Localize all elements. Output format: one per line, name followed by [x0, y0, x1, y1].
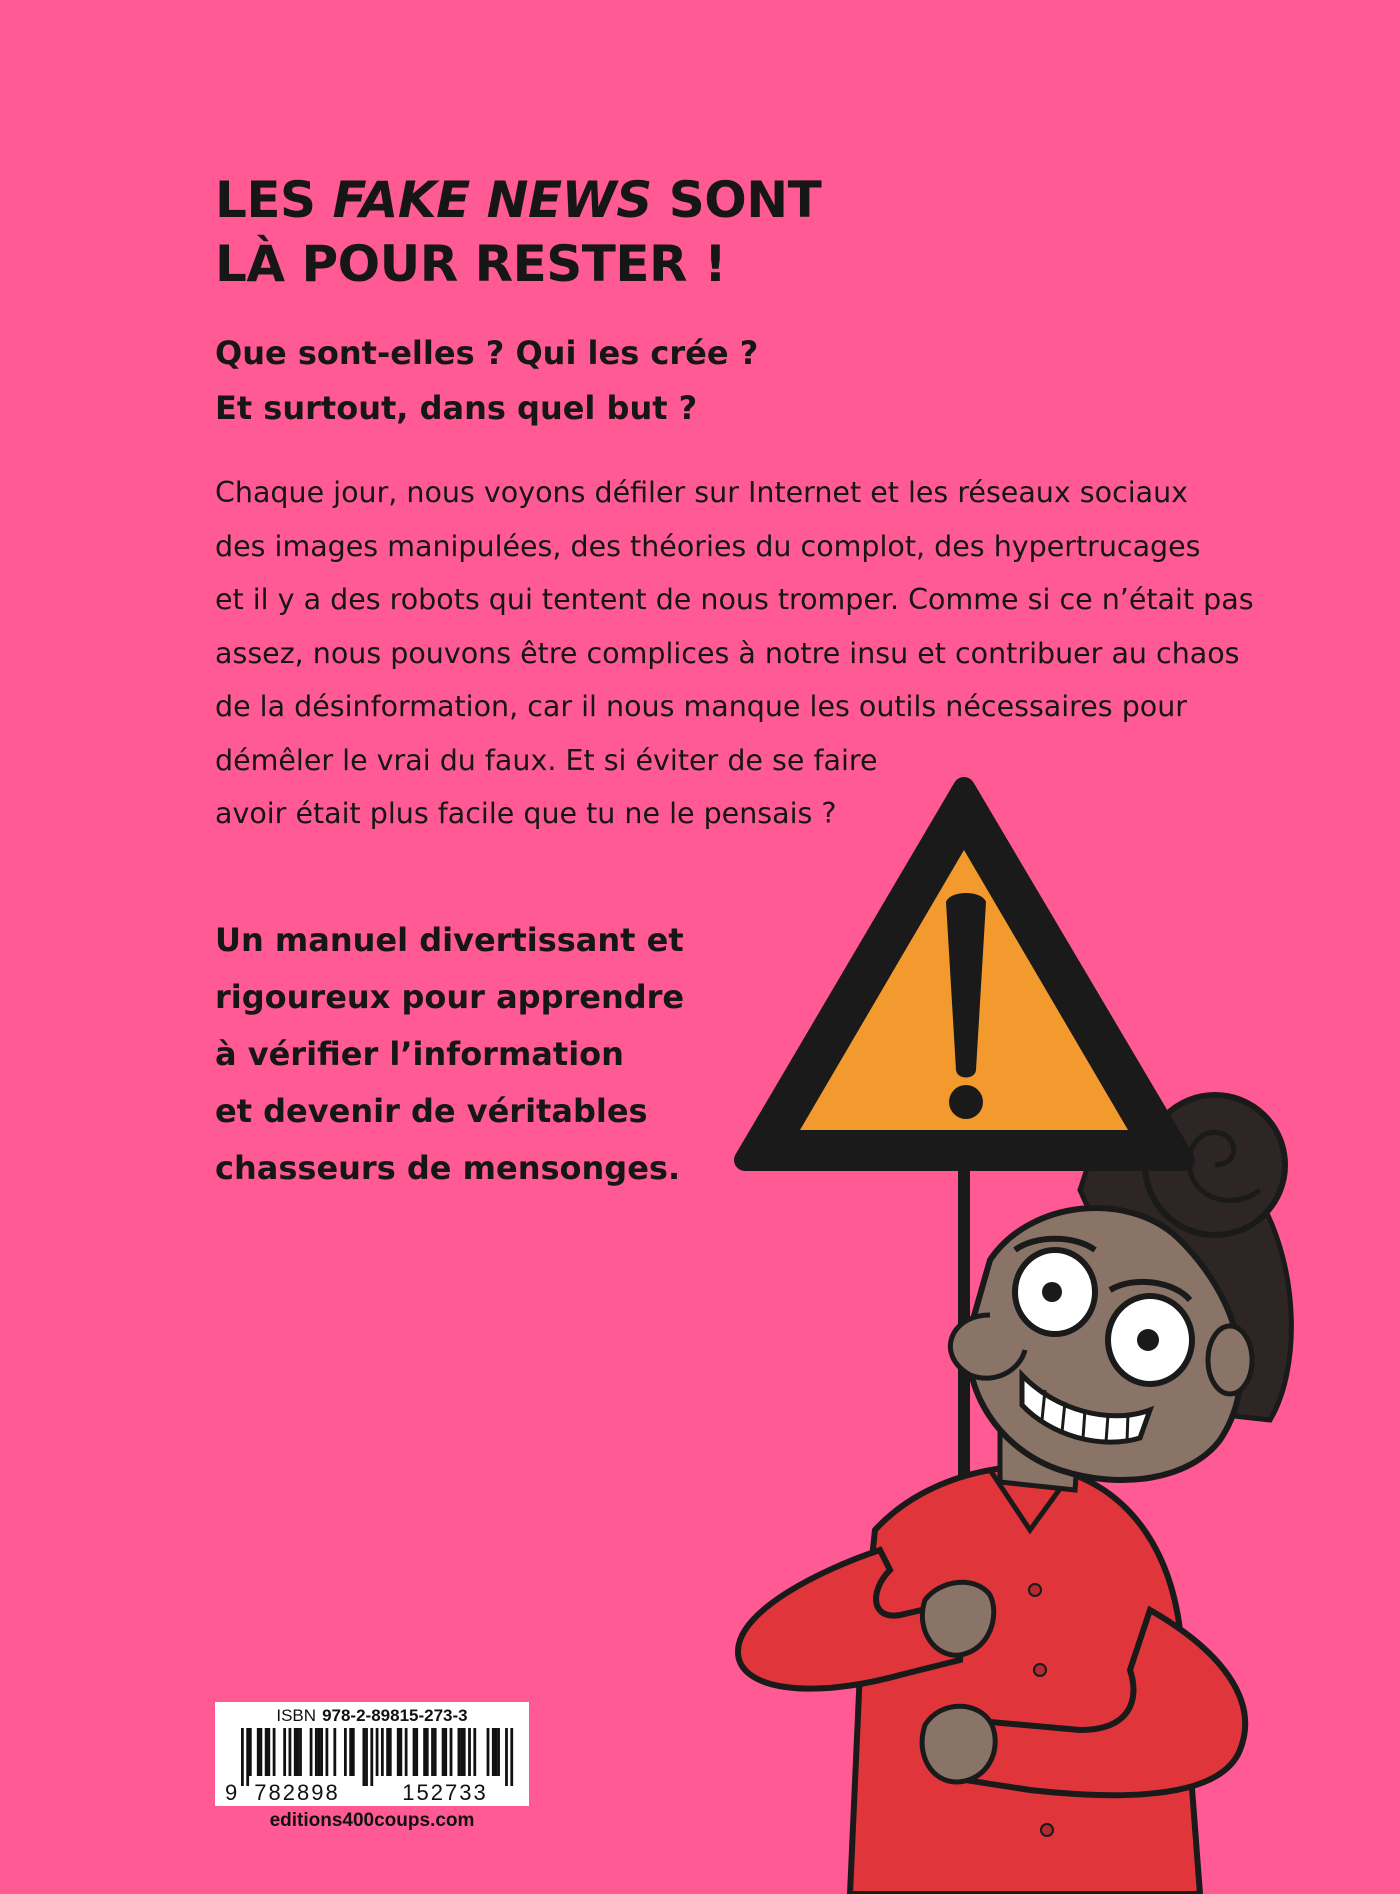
ear	[1208, 1326, 1252, 1394]
shirt-button	[1034, 1664, 1046, 1676]
barcode-bar	[283, 1728, 286, 1776]
shirt-button	[1041, 1824, 1053, 1836]
barcode-bar	[426, 1728, 429, 1776]
shirt-button	[1029, 1584, 1041, 1596]
body-line: démêler le vrai du faux. Et si éviter de se faire	[215, 743, 878, 777]
headline	[215, 168, 1115, 296]
barcode-bar	[460, 1728, 463, 1776]
barcode-bar	[344, 1728, 347, 1776]
barcode	[223, 1728, 521, 1804]
barcode-bar	[468, 1728, 471, 1776]
barcode-bar	[473, 1728, 476, 1776]
right-pupil	[1137, 1329, 1159, 1351]
pitch-line: à vérifier l’information	[215, 1035, 624, 1073]
question-line: Et surtout, dans quel but ?	[215, 389, 698, 427]
pitch-line: chasseurs de mensonges.	[215, 1149, 681, 1187]
barcode-bar	[492, 1728, 495, 1776]
barcode-bar	[294, 1728, 297, 1776]
barcode-bar	[415, 1728, 418, 1776]
barcode-bar	[497, 1728, 500, 1776]
barcode-bar	[370, 1728, 373, 1786]
barcode-bar	[431, 1728, 434, 1776]
headline-italic: FAKE NEWS	[332, 171, 652, 229]
upper-hand	[922, 1582, 993, 1655]
barcode-bar	[463, 1728, 466, 1776]
barcode-bar	[352, 1728, 355, 1776]
left-pupil	[1042, 1282, 1062, 1302]
barcode-bar	[389, 1728, 392, 1776]
barcode-bar	[487, 1728, 490, 1776]
barcode-bar	[442, 1728, 445, 1776]
body-line: et il y a des robots qui tentent de nous tromper. Comme si ce n’était pas	[215, 583, 1254, 616]
character-illustration	[700, 770, 1400, 1894]
barcode-bar	[318, 1728, 321, 1776]
body-line: de la désinformation, car il nous manque les outils nécessaires pour	[215, 690, 1188, 723]
pitch-line: Un manuel divertissant et	[215, 921, 684, 959]
barcode-bar	[257, 1728, 260, 1776]
barcode-bar	[381, 1728, 384, 1776]
barcode-bar	[495, 1728, 498, 1776]
barcode-bar	[241, 1728, 244, 1786]
body-line: assez, nous pouvons être complices à notre insu et contribuer au chaos	[215, 636, 1240, 670]
barcode-bar	[333, 1728, 336, 1776]
barcode-bar	[399, 1728, 402, 1776]
barcode-bar	[458, 1728, 461, 1776]
headline-line-2: LÀ POUR RESTER !	[215, 235, 727, 293]
publisher-website: editions400coups.com	[269, 1810, 475, 1831]
barcode-bar	[386, 1728, 389, 1776]
barcode-bar	[376, 1728, 379, 1776]
barcode-bar	[249, 1728, 252, 1776]
barcode-bar	[362, 1728, 365, 1786]
barcode-digits-left: 782898	[254, 1780, 340, 1804]
isbn-value: 978-2-89815-273-3	[322, 1706, 468, 1725]
barcode-bar	[326, 1728, 329, 1776]
body-line: Chaque jour, nous voyons défiler sur Internet et les réseaux sociaux	[215, 476, 1189, 509]
barcode-bar	[450, 1728, 453, 1776]
barcode-bar	[397, 1728, 400, 1776]
barcode-bar	[273, 1728, 276, 1776]
barcode-box	[215, 1702, 529, 1806]
questions	[215, 326, 1115, 436]
barcode-bar	[365, 1728, 368, 1786]
barcode-bar	[349, 1728, 352, 1776]
barcode-bar	[320, 1728, 323, 1776]
barcode-bar	[315, 1728, 318, 1776]
barcode-bar	[505, 1728, 508, 1786]
barcode-bar	[413, 1728, 416, 1776]
warning-sign-icon	[745, 788, 1184, 1160]
question-line: Que sont-elles ? Qui les crée ?	[215, 334, 759, 372]
isbn-label: ISBN	[276, 1706, 317, 1725]
barcode-bar	[299, 1728, 302, 1776]
exclamation-dot	[949, 1085, 983, 1119]
barcode-bar	[259, 1728, 262, 1776]
lower-hand	[922, 1706, 995, 1782]
barcode-bar	[423, 1728, 426, 1776]
barcode-bar	[444, 1728, 447, 1776]
pitch-line: rigoureux pour apprendre	[215, 978, 685, 1016]
barcode-digits-right: 152733	[402, 1780, 488, 1804]
barcode-bar	[405, 1728, 408, 1776]
barcode-bar	[246, 1728, 249, 1786]
barcode-digit-first: 9	[225, 1780, 238, 1804]
barcode-bar	[289, 1728, 292, 1776]
isbn-line	[215, 1706, 529, 1726]
barcode-bar	[267, 1728, 270, 1776]
pitch-line: et devenir de véritables	[215, 1092, 648, 1130]
barcode-bar	[510, 1728, 513, 1786]
barcode-bar	[265, 1728, 268, 1776]
body-line: avoir était plus facile que tu ne le pensais ?	[215, 797, 837, 830]
barcode-bar	[434, 1728, 437, 1776]
headline-line-1: LES FAKE NEWS SONT	[215, 171, 822, 229]
barcode-bar	[296, 1728, 299, 1776]
body-line: des images manipulées, des théories du complot, des hypertrucages	[215, 529, 1201, 563]
barcode-bar	[310, 1728, 313, 1776]
